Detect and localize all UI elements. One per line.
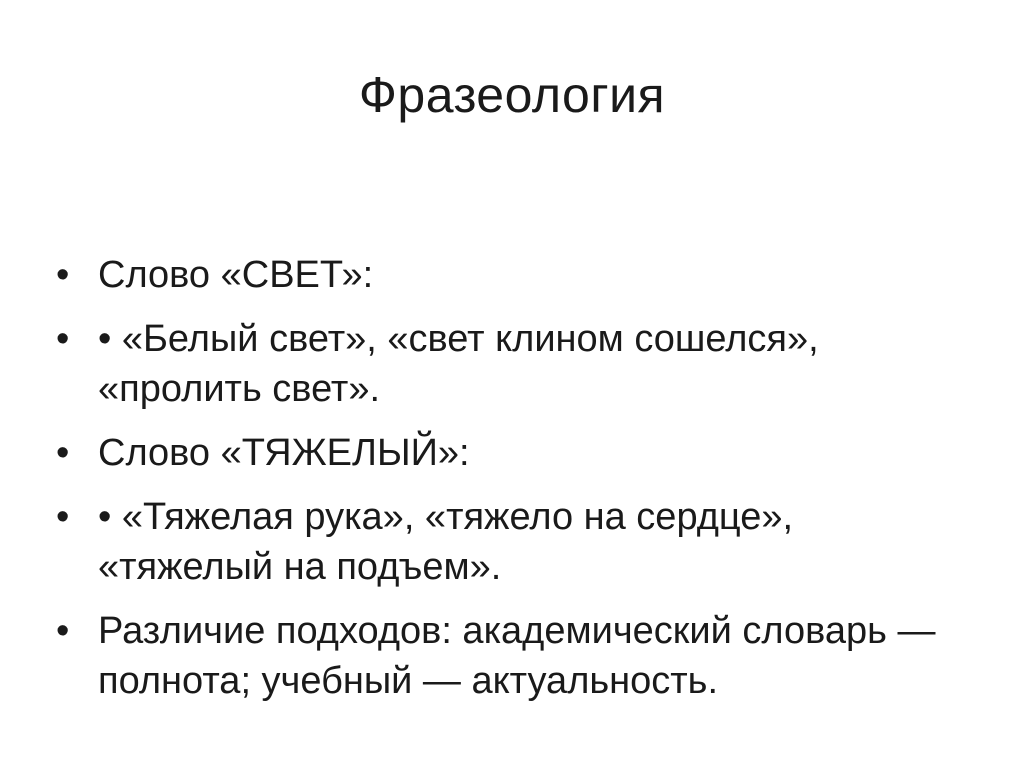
list-item-text: Слово «ТЯЖЕЛЫЙ»: [98,432,470,474]
list-item-text: • «Белый свет», «свет клином сошелся», «пролить свет». [98,318,819,410]
list-item-text: Слово «СВЕТ»: [98,254,374,296]
list-item-svet-examples [56,314,956,414]
list-item-word-tyazhely [56,428,956,478]
list-item-tyazhely-examples [56,492,956,592]
slide-title: Фразеология [358,67,666,123]
bullet-marker: • [56,610,70,652]
list-item-text: Различие подходов: академический словарь — полнота; учебный — актуальность. [98,610,936,702]
bullet-marker: • [56,254,70,296]
bullet-list [56,250,956,720]
bullet-marker: • [56,432,70,474]
list-item-approaches [56,606,956,706]
bullet-marker: • [56,496,70,538]
bullet-marker: • [56,318,70,360]
list-item-word-svet [56,250,956,300]
list-item-text: • «Тяжелая рука», «тяжело на сердце», «тяжелый на подъем». [98,496,794,588]
